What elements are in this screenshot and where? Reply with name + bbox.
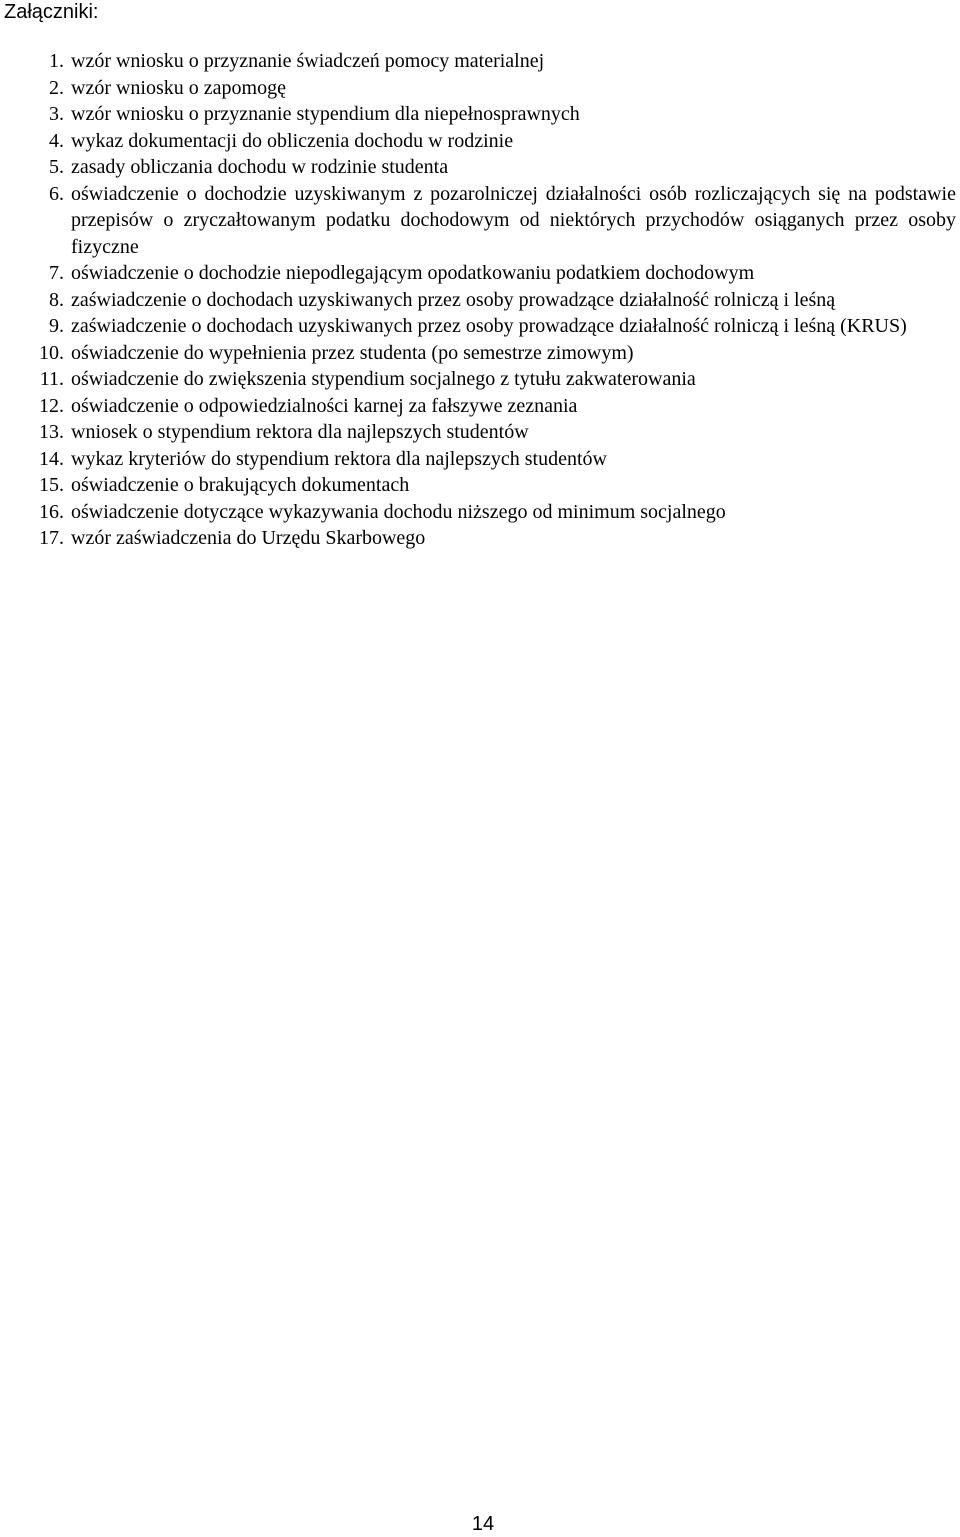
list-item: [0, 101, 956, 128]
list-item: [0, 287, 956, 314]
list-item-text: wzór wniosku o przyznanie stypendium dla niepełnosprawnych: [71, 103, 580, 125]
list-item-number: 14.: [39, 447, 64, 470]
list-item: [0, 499, 956, 526]
list-item-number: 1.: [49, 50, 64, 72]
list-item-text: oświadczenie do wypełnienia przez studenta (po semestrze zimowym): [71, 341, 634, 364]
list-item-text: wzór wniosku o zapomogę: [71, 76, 286, 99]
list-item-text: wzór zaświadczenia do Urzędu Skarbowego: [71, 527, 426, 549]
list-item-text: oświadczenie do zwiększenia stypendium socjalnego z tytułu zakwaterowania: [71, 368, 696, 390]
attachments-list: [0, 48, 956, 552]
list-item: [0, 313, 956, 340]
list-item-text: zaświadczenie o dochodach uzyskiwanych przez osoby prowadzące działalność rolniczą i leśną: [71, 288, 836, 311]
list-item-number: 4.: [49, 129, 64, 152]
list-item-text: wzór wniosku o przyznanie świadczeń pomocy materialnej: [71, 50, 545, 72]
list-item-number: 3.: [49, 103, 64, 125]
list-item: [0, 340, 956, 367]
attachments-heading: Załączniki:: [4, 1, 99, 23]
list-item-text: oświadczenie o dochodzie niepodlegającym opodatkowaniu podatkiem dochodowym: [71, 262, 755, 284]
page-number: 14: [471, 1513, 495, 1535]
list-item-number: 6.: [49, 182, 64, 205]
list-item: [0, 472, 956, 499]
list-item-text: oświadczenie dotyczące wykazywania dochodu niższego od minimum socjalnego: [71, 500, 726, 523]
list-item: [0, 366, 956, 393]
list-item-text: wykaz dokumentacji do obliczenia dochodu w rodzinie: [71, 129, 514, 152]
list-item-text: zaświadczenie o dochodach uzyskiwanych przez osoby prowadzące działalność rolniczą i leśną (KRUS): [71, 315, 907, 337]
list-item-number: 7.: [49, 262, 64, 284]
list-item-text: wykaz kryteriów do stypendium rektora dla najlepszych studentów: [71, 447, 607, 470]
list-item-number: 17.: [39, 527, 64, 549]
list-item: [0, 75, 956, 102]
list-item: [0, 419, 956, 446]
list-item: [0, 260, 956, 287]
list-item-text: oświadczenie o dochodzie uzyskiwanym z pozarolniczej działalności osób rozliczających się na podstawie przepisów o zryczałtowanym podatku dochodowym od niektórych przychodów osiąganych przez osoby fizyczne: [71, 182, 956, 258]
list-item: [0, 525, 956, 552]
list-item: [0, 446, 956, 473]
list-item-number: 9.: [49, 315, 64, 337]
list-item: [0, 393, 956, 420]
list-item-number: 15.: [39, 474, 64, 496]
list-item-text: wniosek o stypendium rektora dla najlepszych studentów: [71, 421, 529, 443]
list-item-number: 5.: [49, 156, 64, 178]
list-item: [0, 181, 956, 261]
list-item-number: 12.: [39, 394, 64, 417]
list-item: [0, 48, 956, 75]
list-item-number: 13.: [39, 421, 64, 443]
list-item-text: zasady obliczania dochodu w rodzinie studenta: [71, 156, 449, 178]
list-item-text: oświadczenie o brakujących dokumentach: [71, 474, 410, 496]
list-item-number: 2.: [49, 76, 64, 99]
list-item-number: 8.: [49, 288, 64, 311]
list-item-number: 11.: [39, 368, 64, 390]
list-item-number: 10.: [39, 341, 64, 364]
list-item: [0, 128, 956, 155]
list-item: [0, 154, 956, 181]
list-item-text: oświadczenie o odpowiedzialności karnej za fałszywe zeznania: [71, 394, 578, 417]
list-item-number: 16.: [39, 500, 64, 523]
